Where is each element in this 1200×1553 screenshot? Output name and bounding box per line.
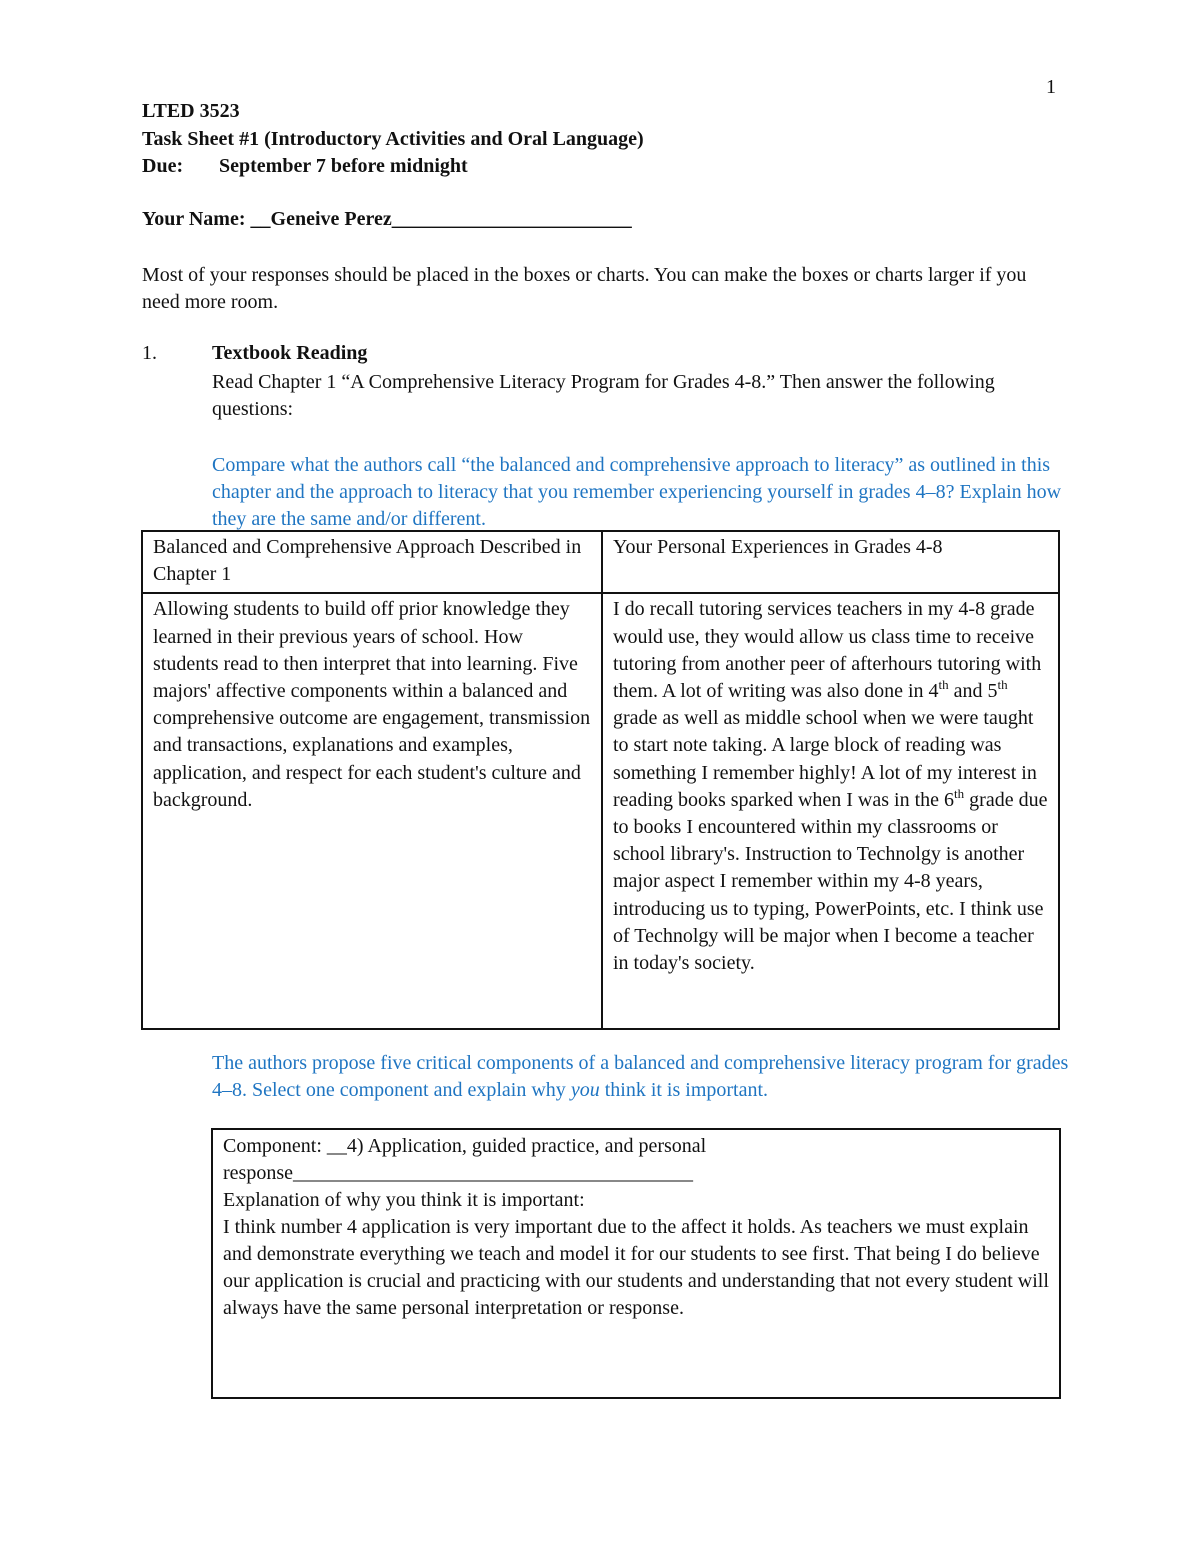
name-blank-suffix: ________________________ — [391, 208, 632, 230]
column-header-experiences: Your Personal Experiences in Grades 4-8 — [602, 531, 1059, 593]
experience-text-3: grade as well as middle school when we were taught to start note taking. A large block of reading was something I remember highly! A lot of my interest in reading books sparked when I was in the 6 — [613, 707, 1037, 811]
name-label: Your Name: — [142, 208, 246, 230]
ordinal-suffix: th — [997, 677, 1008, 693]
answer-cell-approach[interactable]: Allowing students to build off prior knowledge they learned in their previous years of school. How students read to then interpret that into learning. Five majors' affective components within a balanced and comprehensive outcome are engagement, transmission and transactions, explanations and examples, application, and respect for each student's culture and background. — [142, 593, 602, 1029]
section-number: 1. — [142, 342, 157, 364]
comparison-table — [141, 530, 1060, 1030]
ordinal-suffix: th — [954, 785, 965, 801]
due-label: Due: — [142, 155, 184, 177]
due-date: September 7 before midnight — [219, 155, 468, 177]
question-prompt-1: Compare what the authors call “the balanced and comprehensive approach to literacy” as outlined in this chapter and the approach to literacy that you remember experiencing yourself in grades 4–8? Explain how they are the same and/or different. — [212, 454, 1062, 530]
component-label: Component: __4) Application, guided practice, and personal response________________________________________ — [223, 1135, 707, 1184]
table-row — [142, 593, 1059, 1029]
question-prompt-2 — [212, 1050, 1072, 1104]
section-description: Read Chapter 1 “A Comprehensive Literacy Program for Grades 4-8.” Then answer the following questions: — [212, 371, 995, 420]
experience-text-2: and 5 — [948, 680, 998, 703]
task-title: Task Sheet #1 (Introductory Activities and Oral Language) — [142, 128, 644, 150]
section-title: Textbook Reading — [212, 342, 368, 364]
prompt2-emphasis: you — [570, 1079, 600, 1101]
prompt2-text-before: The authors propose five critical components of a balanced and comprehensive literacy program for grades 4–8. Select one component and explain why — [212, 1052, 1069, 1101]
prompt2-text-after: think it is important. — [599, 1079, 769, 1101]
instructions: Most of your responses should be placed in the boxes or charts. You can make the boxes or charts larger if you need more room. — [142, 264, 1027, 313]
course-code: LTED 3523 — [142, 100, 240, 122]
page-number: 1 — [1046, 76, 1056, 98]
student-name-field[interactable] — [142, 208, 632, 231]
experience-text-1: I do recall tutoring services teachers in my 4-8 grade would use, they would allow us class time to receive tutoring from another peer of afterhours tutoring with them. A lot of writing was also done in 4 — [613, 598, 1042, 703]
table-header-row — [142, 531, 1059, 593]
student-name: Geneive Perez — [270, 208, 392, 230]
component-answer-box[interactable] — [211, 1128, 1061, 1399]
ordinal-suffix: th — [938, 677, 949, 693]
column-header-approach: Balanced and Comprehensive Approach Described in Chapter 1 — [142, 531, 602, 593]
explanation-text: I think number 4 application is very important due to the affect it holds. As teachers we must explain and demonstrate everything we teach and model it for our students to see first. That being I do believe our application is crucial and practicing with our students and understanding that not every student will always have the same personal interpretation or response. — [223, 1216, 1049, 1319]
name-blank-prefix: __ — [250, 208, 271, 230]
due-line — [142, 153, 468, 179]
answer-cell-experiences[interactable] — [602, 593, 1059, 1029]
explanation-label: Explanation of why you think it is important: — [223, 1189, 585, 1211]
experience-text-4: grade due to books I encountered within my classrooms or school library's. Instruction to Technolgy is another major aspect I remember within my 4-8 years, introducing us to typing, PowerPoints, etc. I think use of Technolgy will be major when I become a teacher in today's society. — [613, 788, 1048, 975]
